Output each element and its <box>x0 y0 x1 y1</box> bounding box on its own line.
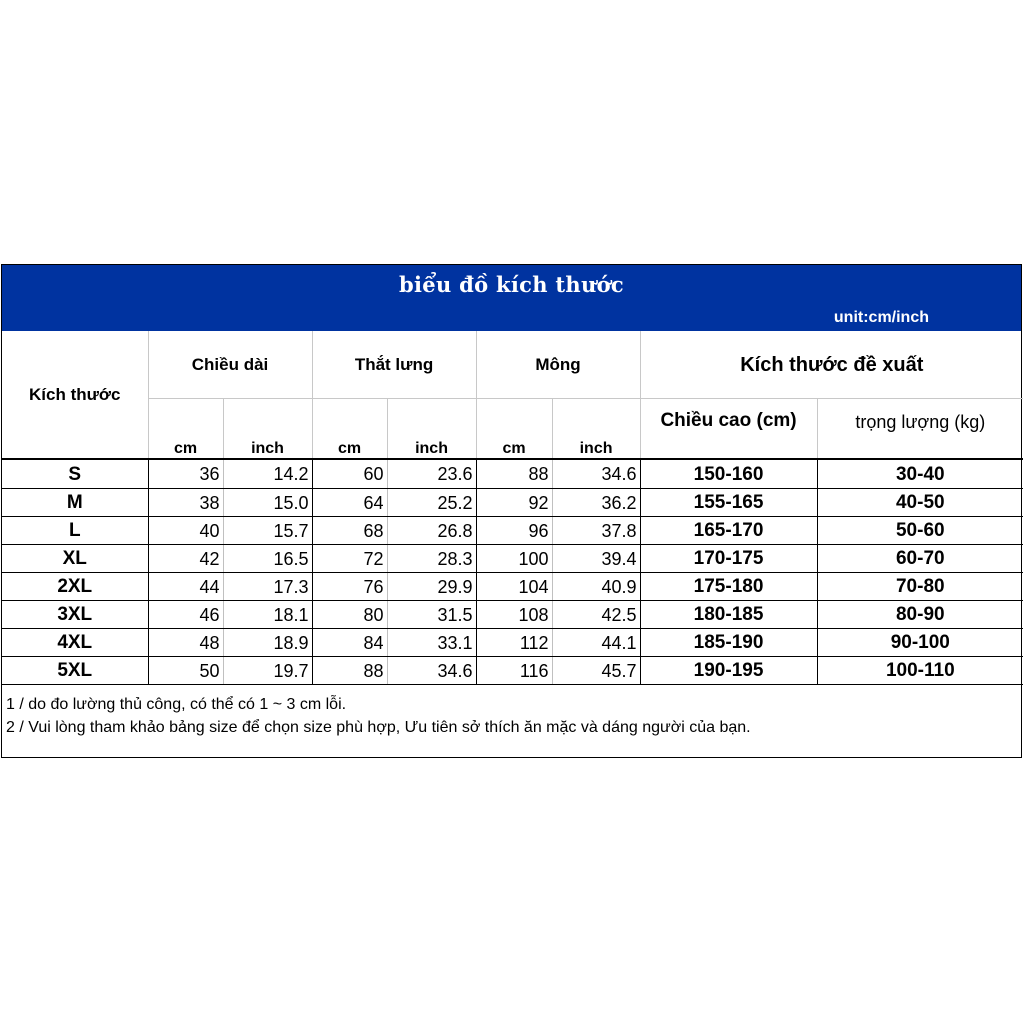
length-cm-cell: 38 <box>148 489 223 517</box>
table-row <box>2 629 1023 657</box>
hip-inch-cell: 36.2 <box>552 489 640 517</box>
hip-cm-cell: 108 <box>476 601 552 629</box>
size-cell: XL <box>2 545 148 573</box>
hip-cm-cell: 100 <box>476 545 552 573</box>
unit-inch: inch <box>552 399 640 460</box>
chart-title: biểu đồ kích thước <box>399 272 624 297</box>
waist-cm-cell: 76 <box>312 573 387 601</box>
hip-inch-cell: 39.4 <box>552 545 640 573</box>
unit-cm: cm <box>148 399 223 460</box>
unit-inch: inch <box>387 399 476 460</box>
notes <box>6 693 751 739</box>
hip-inch-cell: 34.6 <box>552 459 640 489</box>
length-cm-cell: 46 <box>148 601 223 629</box>
weight-cell: 100-110 <box>817 657 1023 685</box>
weight-cell: 90-100 <box>817 629 1023 657</box>
table-row <box>2 657 1023 685</box>
size-cell: M <box>2 489 148 517</box>
waist-inch-cell: 34.6 <box>387 657 476 685</box>
weight-cell: 40-50 <box>817 489 1023 517</box>
waist-cm-cell: 88 <box>312 657 387 685</box>
hip-inch-cell: 40.9 <box>552 573 640 601</box>
size-cell: 5XL <box>2 657 148 685</box>
size-table <box>2 331 1023 685</box>
header-hip: Mông <box>476 331 640 399</box>
table-row <box>2 517 1023 545</box>
length-inch-cell: 17.3 <box>223 573 312 601</box>
hip-inch-cell: 42.5 <box>552 601 640 629</box>
table-row <box>2 489 1023 517</box>
length-cm-cell: 36 <box>148 459 223 489</box>
size-cell: S <box>2 459 148 489</box>
size-cell: 3XL <box>2 601 148 629</box>
hip-cm-cell: 112 <box>476 629 552 657</box>
unit-inch: inch <box>223 399 312 460</box>
length-cm-cell: 50 <box>148 657 223 685</box>
size-cell: L <box>2 517 148 545</box>
height-cell: 170-175 <box>640 545 817 573</box>
unit-cm: cm <box>476 399 552 460</box>
hip-inch-cell: 45.7 <box>552 657 640 685</box>
waist-inch-cell: 25.2 <box>387 489 476 517</box>
length-inch-cell: 18.1 <box>223 601 312 629</box>
length-inch-cell: 14.2 <box>223 459 312 489</box>
weight-cell: 50-60 <box>817 517 1023 545</box>
note-2: 2 / Vui lòng tham khảo bảng size để chọn size phù hợp, Ưu tiên sở thích ăn mặc và dáng người của bạn. <box>6 719 751 736</box>
table-row <box>2 459 1023 489</box>
waist-cm-cell: 60 <box>312 459 387 489</box>
waist-cm-cell: 64 <box>312 489 387 517</box>
waist-inch-cell: 29.9 <box>387 573 476 601</box>
length-inch-cell: 16.5 <box>223 545 312 573</box>
height-cell: 165-170 <box>640 517 817 545</box>
waist-cm-cell: 84 <box>312 629 387 657</box>
height-cell: 175-180 <box>640 573 817 601</box>
length-inch-cell: 15.0 <box>223 489 312 517</box>
size-cell: 2XL <box>2 573 148 601</box>
hip-cm-cell: 92 <box>476 489 552 517</box>
waist-inch-cell: 33.1 <box>387 629 476 657</box>
header-size: Kích thước <box>2 331 148 459</box>
header-length: Chiều dài <box>148 331 312 399</box>
title-banner <box>2 265 1021 331</box>
waist-inch-cell: 26.8 <box>387 517 476 545</box>
header-waist: Thắt lưng <box>312 331 476 399</box>
length-cm-cell: 48 <box>148 629 223 657</box>
table-row <box>2 601 1023 629</box>
weight-cell: 70-80 <box>817 573 1023 601</box>
waist-inch-cell: 28.3 <box>387 545 476 573</box>
height-cell: 180-185 <box>640 601 817 629</box>
waist-cm-cell: 68 <box>312 517 387 545</box>
table-row <box>2 573 1023 601</box>
waist-inch-cell: 31.5 <box>387 601 476 629</box>
length-cm-cell: 42 <box>148 545 223 573</box>
length-inch-cell: 18.9 <box>223 629 312 657</box>
unit-cm: cm <box>312 399 387 460</box>
height-cell: 155-165 <box>640 489 817 517</box>
length-inch-cell: 19.7 <box>223 657 312 685</box>
hip-cm-cell: 96 <box>476 517 552 545</box>
height-cell: 190-195 <box>640 657 817 685</box>
weight-cell: 80-90 <box>817 601 1023 629</box>
table-row <box>2 545 1023 573</box>
height-cell: 150-160 <box>640 459 817 489</box>
length-inch-cell: 15.7 <box>223 517 312 545</box>
header-weight: trọng lượng (kg) <box>817 399 1023 460</box>
note-1: 1 / do đo lường thủ công, có thể có 1 ~ 3 cm lỗi. <box>6 696 347 713</box>
header-height: Chiều cao (cm) <box>640 399 817 460</box>
size-chart <box>1 264 1022 758</box>
hip-cm-cell: 116 <box>476 657 552 685</box>
length-cm-cell: 40 <box>148 517 223 545</box>
header-recommend: Kích thước đề xuất <box>640 331 1023 399</box>
weight-cell: 60-70 <box>817 545 1023 573</box>
hip-cm-cell: 104 <box>476 573 552 601</box>
weight-cell: 30-40 <box>817 459 1023 489</box>
hip-cm-cell: 88 <box>476 459 552 489</box>
waist-inch-cell: 23.6 <box>387 459 476 489</box>
height-cell: 185-190 <box>640 629 817 657</box>
unit-label: unit:cm/inch <box>833 309 929 326</box>
hip-inch-cell: 37.8 <box>552 517 640 545</box>
length-cm-cell: 44 <box>148 573 223 601</box>
hip-inch-cell: 44.1 <box>552 629 640 657</box>
waist-cm-cell: 80 <box>312 601 387 629</box>
size-cell: 4XL <box>2 629 148 657</box>
waist-cm-cell: 72 <box>312 545 387 573</box>
